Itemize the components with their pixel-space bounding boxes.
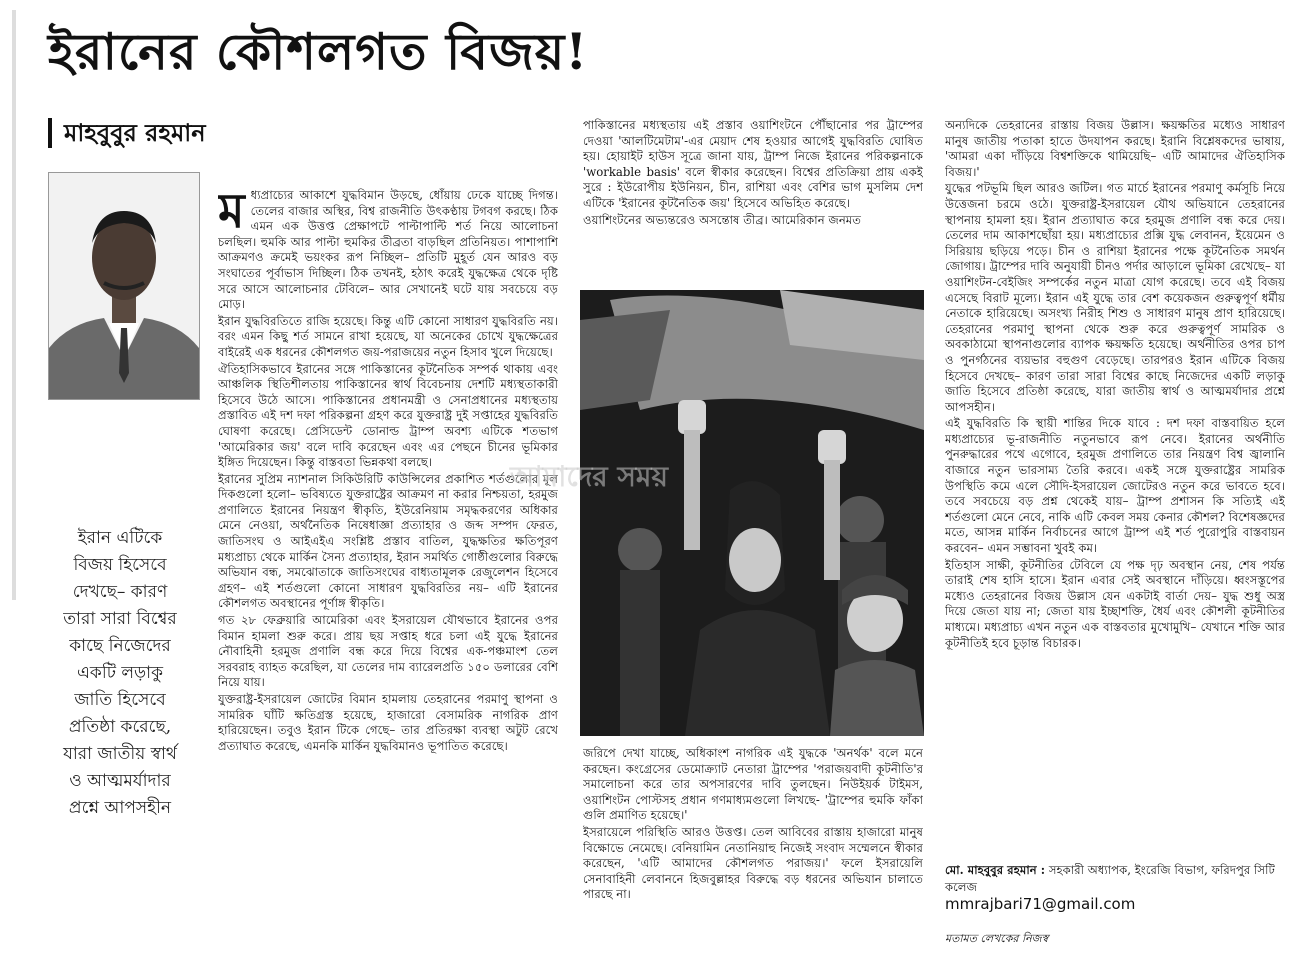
paragraph: ধ্যপ্রাচ্যের আকাশে যুদ্ধবিমান উড়ছে, ধোঁয়ায় ঢেকে যাচ্ছে দিগন্ত। তেলের বাজার অস্থির, বিশ্ব রাজনীতি উৎকণ্ঠায় টগবগ করছে। ঠিক এমন এক উত্তপ্ত প্রেক্ষাপটে পাল্টাপাল্টি শর্ত নিয়ে আলোচনা চলছিল। হুমকি আর পাল্টা হুমকির তীব্রতা বাড়ছিল প্রতিনিয়ত। পাশাপাশি আক্রমণও ক্রমেই ভয়ংকর রূপ নিচ্ছিল– প্রতিটি মুহূর্ত যেন আরও বড় সংঘাতের পূর্বাভাস দিচ্ছিল। ঠিক তখনই, হঠাৎ করেই যুদ্ধক্ষেত্র থেকে দৃষ্টি সরে আসে আলোচনার টেবিলে– আর সেখানেই ঘটে যায় সবচেয়ে বড় মোড়। bbox=[218, 188, 558, 312]
opinion-disclaimer: মতামত লেখকের নিজস্ব bbox=[945, 932, 1049, 945]
drop-cap: ম bbox=[218, 188, 245, 239]
paragraph: ওয়াশিংটনের অভ্যন্তরেও অসন্তোষ তীব্র। আমেরিকান জনমত bbox=[583, 212, 862, 227]
pull-quote: ইরান এটিকে বিজয় হিসেবে দেখছে– কারণ তারা সারা বিশ্বের কাছে নিজেদের একটি লড়াকু জাতি হিসেবে প্রতিষ্ঠা করেছে, যারা জাতীয় স্বার্থ ও আত্মমর্যাদার প্রশ্নে আপসহীন bbox=[63, 528, 177, 818]
paragraph: পাকিস্তানের মধ্যস্থতায় এই প্রস্তাব ওয়াশিংটনে পৌঁছানোর পর ট্রাম্পের দেওয়া 'আলটিমেটাম'-এর মেয়াদ শেষ হওয়ার আগেই যুদ্ধবিরতি ঘোষিত হয়। হোয়াইট হাউস সূত্রে জানা যায়, ট্রাম্প নিজে ইরানের পরিকল্পনাকে 'workable basis' বলে স্বীকার করেছেন। বিশ্বের প্রতিক্রিয়া প্রায় একই সুরে : ইউরোপীয় ইউনিয়ন, চীন, রাশিয়া এবং বেশির ভাগ মুসলিম দেশ এটিকে 'ইরানের কূটনৈতিক জয়' হিসেবে অভিহিত করেছে। bbox=[583, 118, 923, 210]
newspaper-watermark: আমাদের সময় bbox=[510, 460, 668, 493]
paragraph: জরিপে দেখা যাচ্ছে, অধিকাংশ নাগরিক এই যুদ্ধকে 'অনর্থক' বলে মনে করছেন। কংগ্রেসের ডেমোক্র্যাট নেতারা ট্রাম্পের 'পরাজয়বাদী কূটনীতি'র সমালোচনা করে তার অপসারণের দাবি তুলছেন। নিউইয়র্ক টাইমস, ওয়াশিংটন পোস্টসহ প্রধান গণমাধ্যমগুলো লিখছে- 'ট্রাম্পের হুমকি ফাঁকা গুলি প্রমাণিত হয়েছে।' bbox=[583, 746, 923, 823]
article-column-2-top bbox=[583, 118, 923, 274]
paragraph: যুদ্ধের পটভূমি ছিল আরও জটিল। গত মার্চে ইরানের পরমাণু কর্মসূচি নিয়ে উত্তেজনা চরমে ওঠে। যুক্তরাষ্ট্র-ইসরায়েল যৌথ অভিযানে তেহরানের স্থাপনায় হামলা হয়। ইরান প্রত্যাঘাত করে হরমুজ প্রণালি বন্ধ করে দেয়। তেলের দাম আকাশছোঁয়া হয়। মধ্যপ্রাচ্যের প্রক্সি যুদ্ধ লেবানন, ইয়েমেন ও সিরিয়ায় ছড়িয়ে পড়ে। চীন ও রাশিয়া ইরানের পক্ষে কূটনৈতিক সমর্থন জোগায়। ট্রাম্পের দাবি অনুযায়ী চীনও পর্দার আড়ালে ভূমিকা রেখেছে– যা ওয়াশিংটন-বেইজিং সম্পর্কের নতুন মাত্রা যোগ করেছে। তবে এই বিজয় এসেছে বিরাট মূল্যে। ইরান এই যুদ্ধে তার বেশ কয়েকজন গুরুত্বপূর্ণ ধর্মীয় নেতাকে হারিয়েছে। অসংখ্য নিরীহ শিশু ও সাধারণ মানুষ প্রাণ হারিয়েছে। তেহরানের পরমাণু স্থাপনা থেকে শুরু করে গুরুত্বপূর্ণ সামরিক ও অবকাঠামো স্থাপনাগুলোর ব্যাপক ক্ষয়ক্ষতি হয়েছে। অর্থনীতির ওপর চাপ ও পুনর্গঠনের ব্যয়ভার বহুগুণ বেড়েছে। তারপরও ইরান এটিকে বিজয় হিসেবে দেখছে– কারণ তারা সারা বিশ্বের কাছে নিজেদের একটি লড়াকু জাতি হিসেবে প্রতিষ্ঠা করেছে, যারা জাতীয় স্বার্থ ও আত্মমর্যাদার প্রশ্নে আপসহীন। bbox=[945, 181, 1285, 414]
headline: ইরানের কৌশলগত বিজয়! bbox=[48, 22, 589, 81]
author-bio-desc: সহকারী অধ্যাপক, ইংরেজি বিভাগ, ফরিদপুর সিটি কলেজ bbox=[945, 863, 1275, 894]
byline: মাহবুবুর রহমান bbox=[48, 118, 206, 148]
paragraph: এই যুদ্ধবিরতি কি স্থায়ী শান্তির দিকে যাবে : দশ দফা বাস্তবায়িত হলে মধ্যপ্রাচ্যের ভূ-রাজনীতি নতুনভাবে রূপ নেবে। ইরানের অর্থনীতি পুনরুদ্ধারের পথে এগোবে, হরমুজ প্রণালিতে তার নিয়ন্ত্রণ বিশ্ব জ্বালানি বাজারে নতুন ভারসাম্য তৈরি করবে। একই সঙ্গে যুক্তরাষ্ট্রের সামরিক উপস্থিতি কমে এলে সৌদি-ইসরায়েল জোটেরও নতুন করে ভাবতে হবে। তবে সবচেয়ে বড় প্রশ্ন থেকেই যায়– ট্রাম্প প্রশাসন কি সত্যিই এই শর্তগুলো মেনে নেবে, নাকি এটি কেবল সময় কেনার কৌশল? বিশেষজ্ঞদের মতে, আসন্ন মার্কিন নির্বাচনের আগে ট্রাম্প এই শর্ত পুরোপুরি বাস্তবায়ন করবেন– এমন সম্ভাবনা খুবই কম। bbox=[945, 416, 1285, 556]
paragraph: ইরানের সুপ্রিম ন্যাশনাল সিকিউরিটি কাউন্সিলের প্রকাশিত শর্তগুলোর মূল দিকগুলো হলো– ভবিষ্যতে যুক্তরাষ্ট্রের আক্রমণ না করার নিশ্চয়তা, হরমুজ প্রণালিতে ইরানের নিয়ন্ত্রণ স্বীকৃতি, ইউরেনিয়াম সমৃদ্ধকরণের অধিকার মেনে নেওয়া, অর্থনৈতিক নিষেধাজ্ঞা প্রত্যাহার ও জব্দ সম্পদ ফেরত, জাতিসংঘ ও আইএইএ সংশ্লিষ্ট প্রস্তাব বাতিল, যুদ্ধক্ষতির ক্ষতিপূরণ মধ্যপ্রাচ্য থেকে মার্কিন সৈন্য প্রত্যাহার, ইরান সমর্থিত গোষ্ঠীগুলোর বিরুদ্ধে অভিযান বন্ধ, সমঝোতাকে জাতিসংঘের বাধ্যতামূলক রেজুলেশন হিসেবে গ্রহণ– এই শর্তগুলো কোনো সাধারণ যুদ্ধবিরতির নয়– এটি ইরানের কৌশলগত অবস্থানের পূর্ণাঙ্গ স্বীকৃতি। bbox=[218, 471, 558, 611]
author-bio bbox=[945, 862, 1285, 896]
paragraph: ইরান যুদ্ধবিরতিতে রাজি হয়েছে। কিন্তু এটি কোনো সাধারণ যুদ্ধবিরতি নয়। বরং এমন কিছু শর্ত সামনে রাখা হয়েছে, যা অনেকের চোখে যুদ্ধক্ষেত্রের বাইরেই এক ধরনের কৌশলগত জয়-পরাজয়ের নতুন হিসাব খুলে দিয়েছে। bbox=[218, 313, 558, 359]
author-bio-name: মো. মাহবুবুর রহমান : bbox=[945, 863, 1046, 877]
paragraph: অন্যদিকে তেহরানের রাস্তায় বিজয় উল্লাস। ক্ষয়ক্ষতির মধ্যেও সাধারণ মানুষ জাতীয় পতাকা হাতে উদযাপন করছে। ইরানি বিশ্লেষকদের ভাষায়, 'আমরা একা দাঁড়িয়ে বিশ্বশক্তিকে থামিয়েছি– এটি আমাদের ঐতিহাসিক বিজয়।' bbox=[945, 118, 1285, 179]
paragraph: ঐতিহাসিকভাবে ইরানের সঙ্গে পাকিস্তানের কূটনৈতিক সম্পর্ক থাকায় এবং আঞ্চলিক স্থিতিশীলতায় পাকিস্তানের স্বার্থ বিবেচনায় দেশটি মধ্যস্থতাকারী হিসেবে উঠে আসে। পাকিস্তানের প্রধানমন্ত্রী ও সেনাপ্রধানের মধ্যস্থতায় প্রস্তাবিত এই দশ দফা পরিকল্পনা গ্রহণ করে যুক্তরাষ্ট্র দুই সপ্তাহের যুদ্ধবিরতি ঘোষণা করেছে। প্রেসিডেন্ট ডোনাল্ড ট্রাম্প অবশ্য এটিকে শতভাগ 'আমেরিকার জয়' বলে দাবি করেছেন এবং এর পেছনে চীনের ভূমিকার ইঙ্গিত দিয়েছেন। কিন্তু বাস্তবতা ভিন্নকথা বলছে। bbox=[218, 361, 558, 470]
paragraph: ইতিহাস সাক্ষী, কূটনীতির টেবিলে যে পক্ষ দৃঢ় অবস্থান নেয়, শেষ পর্যন্ত তারাই শেষ হাসি হাসে। ইরান এবার সেই অবস্থানে দাঁড়িয়ে। ধ্বংসস্তূপের মধ্যেও তেহরানের বিজয় উল্লাস যেন একটাই বার্তা দেয়– যুদ্ধ শুধু অস্ত্র দিয়ে জেতা যায় না; জেতা যায় ইচ্ছাশক্তি, ধৈর্য এবং কৌশলী কূটনীতির মাধ্যমে। মধ্যপ্রাচ্য এখন নতুন এক বাস্তবতার মুখোমুখি– যেখানে শক্তি আর কূটনীতিই হবে চূড়ান্ত বিচারক। bbox=[945, 557, 1285, 650]
paragraph: ইসরায়েলে পরিস্থিতি আরও উত্তপ্ত। তেল আবিবের রাস্তায় হাজারো মানুষ বিক্ষোভে নেমেছে। বেনিয়ামিন নেতানিয়াহু নিজেই সংবাদ সম্মেলনে স্বীকার করেছেন, 'এটি আমাদের কৌশলগত পরাজয়।' ফলে ইসরায়েলি সেনাবাহিনী লেবাননে হিজবুল্লাহর বিরুদ্ধে বড় ধরনের অভিযান চালাতে পারছে না। bbox=[583, 824, 923, 902]
article-column-3 bbox=[945, 118, 1285, 824]
author-photo bbox=[48, 172, 200, 400]
author-email[interactable]: mmrajbari71@gmail.com bbox=[945, 895, 1136, 913]
protest-photo bbox=[580, 290, 924, 736]
article-column-2-bottom bbox=[583, 746, 923, 958]
article-column-1 bbox=[218, 188, 558, 956]
page-margin-rule bbox=[12, 10, 16, 600]
paragraph: গত ২৮ ফেব্রুয়ারি আমেরিকা এবং ইসরায়েল যৌথভাবে ইরানের ওপর বিমান হামলা শুরু করে। প্রায় ছয় সপ্তাহ ধরে চলা এই যুদ্ধে ইরানের নৌবাহিনী হরমুজ প্রণালি বন্ধ করে দিয়ে বিশ্বের এক-পঞ্চমাংশ তেল সরবরাহ ব্যাহত করেছিল, যা তেলের দাম ব্যারেলপ্রতি ১৫০ ডলারের বেশি নিয়ে যায়। bbox=[218, 613, 558, 690]
paragraph: যুক্তরাষ্ট্র-ইসরায়েল জোটের বিমান হামলায় তেহরানের পরমাণু স্থাপনা ও সামরিক ঘাঁটি ক্ষতিগ্রস্ত হয়েছে, হাজারো বেসামরিক নাগরিক প্রাণ হারিয়েছেন। তবুও ইরান টিকে গেছে– তার প্রতিরক্ষা ব্যবস্থা অটুট রেখে প্রত্যাঘাত করেছে, এমনকি মার্কিন যুদ্ধবিমানও ভূপাতিত করেছে। bbox=[218, 692, 558, 753]
